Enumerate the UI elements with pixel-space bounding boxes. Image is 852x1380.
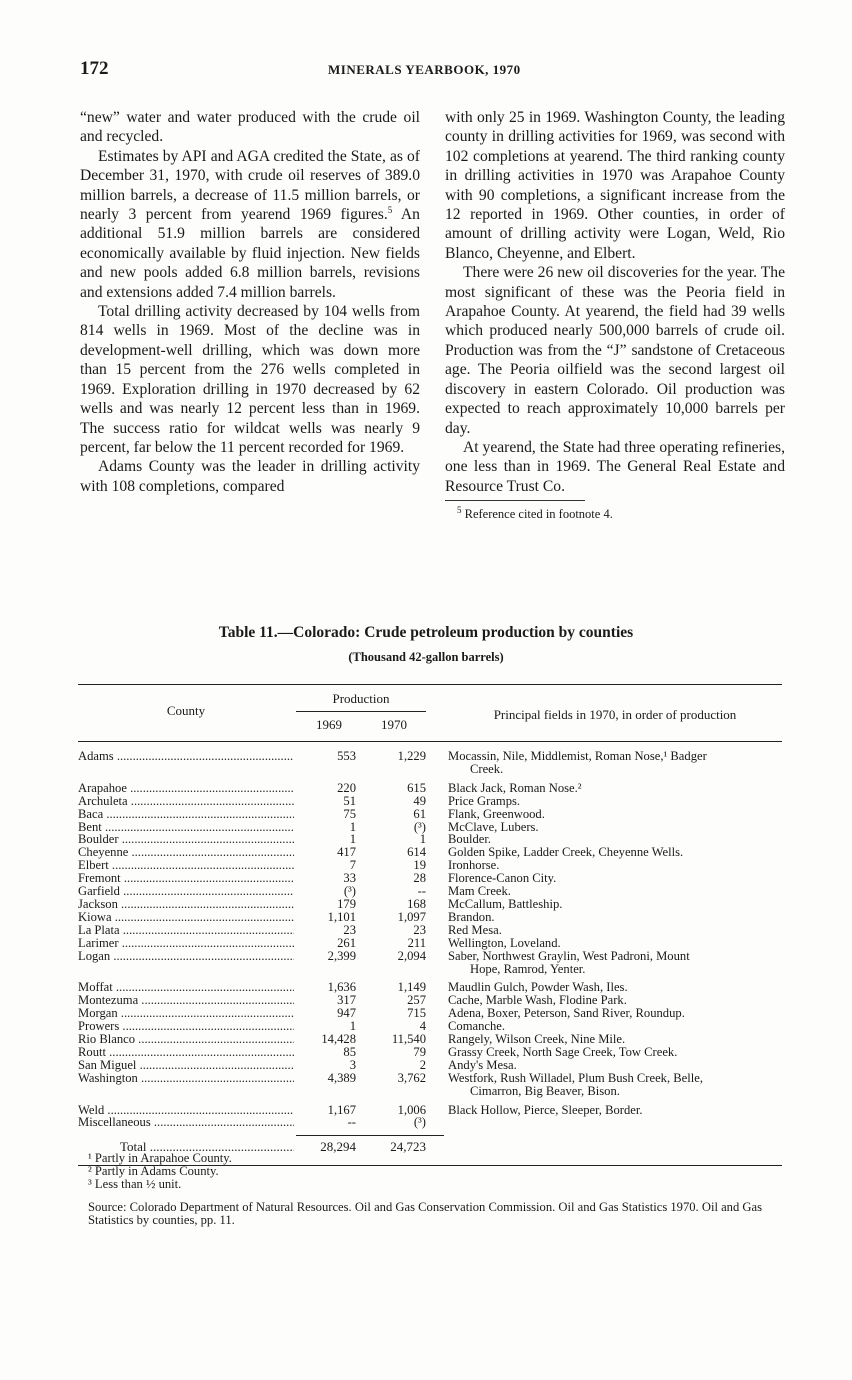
cell-fields: Black Jack, Roman Nose.²: [448, 780, 582, 795]
cell-1970: 2,094: [397, 948, 426, 963]
header-production: Production: [332, 691, 390, 706]
cell-1970: 211: [407, 935, 426, 950]
paragraph: “new” water and water produced with the crude oil and recycled.: [80, 109, 420, 146]
table-row: [78, 750, 782, 776]
cell-fields: Maudlin Gulch, Powder Wash, Iles.: [448, 980, 628, 995]
cell-1969: 220: [337, 780, 356, 795]
cell-fields: Wellington, Loveland.: [448, 935, 561, 950]
cell-fields: Andy's Mesa.: [448, 1057, 517, 1072]
cell-fields: Westfork, Rush Willadel, Plum Bush Creek, Belle, Cimarron, Big Beaver, Bison.: [448, 1070, 703, 1098]
total-1969: 28,294: [320, 1139, 356, 1155]
cell-fields: Grassy Creek, North Sage Creek, Tow Creek.: [448, 1044, 678, 1059]
table-row: [78, 846, 782, 859]
cell-1969: 317: [337, 993, 356, 1008]
cell-fields: Rangely, Wilson Creek, Nine Mile.: [448, 1032, 626, 1047]
table-row: [78, 1072, 782, 1098]
cell-1970: 257: [407, 993, 426, 1008]
cell-1970: 615: [407, 780, 426, 795]
cell-county: Adams .....: [78, 750, 294, 776]
table-body: [78, 742, 782, 1129]
cell-1970: 1,006: [397, 1102, 426, 1117]
cell-1970: 1: [419, 832, 426, 847]
footnote: $^5$ Reference cited in footnote 4.: [457, 504, 613, 522]
cell-1969: 51: [343, 793, 356, 808]
table-row: [78, 808, 782, 821]
cell-county: Logan .....: [78, 950, 294, 976]
table-row: [78, 924, 782, 937]
page-number: 172: [80, 58, 109, 79]
table-row: [78, 1007, 782, 1020]
cell-county: La Plata .....: [78, 924, 294, 937]
cell-1970: 3,762: [397, 1070, 426, 1085]
cell-1969: 1,167: [327, 1102, 356, 1117]
cell-fields: Boulder.: [448, 832, 492, 847]
cell-1970: 168: [407, 896, 426, 911]
cell-county: Elbert .....: [78, 859, 294, 872]
table-row: [78, 981, 782, 994]
cell-fields: Black Hollow, Pierce, Sleeper, Border.: [448, 1102, 643, 1117]
cell-1970: 19: [413, 858, 426, 873]
cell-1970: (³): [413, 819, 426, 834]
table-title: Table 11.—Colorado: Crude petroleum production by counties: [218, 624, 634, 641]
table-notes: [88, 1152, 788, 1227]
table-row: [78, 1116, 782, 1129]
source-note: Source: Colorado Department of Natural Resources. Oil and Gas Conservation Commission. Oil and Gas Statistics 1970. Oil and Gas Statistics by counties, pp. 11.: [88, 1200, 763, 1227]
paragraph: with only 25 in 1969. Washington County, the leading county in drilling activities for 1969, was second with 102 completions at yearend. The third ranking county in drilling activities in 1970 was Arapahoe County with 90 completions, a significant increase from the 12 reported in 1969. Other counties, in order of amount of drilling activity were Logan, Weld, Rio Blanco, Cheyenne, and Elbert.: [445, 109, 785, 262]
cell-1970: 1,097: [397, 909, 426, 924]
cell-fields: Brandon.: [448, 909, 495, 924]
cell-1969: 261: [337, 935, 356, 950]
cell-county: Morgan .....: [78, 1007, 294, 1020]
paragraph: Total drilling activity decreased by 104 wells from 814 wells in 1969. Most of the decline was in development-well drilling, which was down more than 15 percent from the 276 wells completed in 1969. Exploration drilling in 1970 decreased by 62 wells and was nearly 12 percent less than in 1969. The success ratio for wildcat wells was nearly 9 percent, far below the 11 percent recorded for 1969.: [80, 303, 420, 456]
cell-1969: 1: [349, 819, 356, 834]
header-1969: 1969: [316, 717, 342, 732]
table-row: [78, 1104, 782, 1117]
cell-county: Larimer .....: [78, 937, 294, 950]
cell-1970: 2: [419, 1057, 426, 1072]
cell-county: Rio Blanco .....: [78, 1033, 294, 1046]
cell-fields: Flank, Greenwood.: [448, 806, 545, 821]
cell-1970: 49: [413, 793, 426, 808]
table-row: [78, 795, 782, 808]
note: ² Partly in Adams County.: [88, 1164, 219, 1178]
cell-county: Bent .....: [78, 821, 294, 834]
header-county: County: [166, 703, 206, 718]
cell-county: Washington .....: [78, 1072, 294, 1098]
cell-1969: 75: [343, 806, 356, 821]
table-row: [78, 885, 782, 898]
footnote-ref: 5: [387, 204, 393, 215]
cell-1969: 23: [343, 922, 356, 937]
cell-1969: 14,428: [321, 1032, 356, 1047]
cell-fields: [430, 1116, 782, 1129]
header-1970: 1970: [381, 717, 407, 732]
cell-fields: Golden Spike, Ladder Creek, Cheyenne Wells.: [448, 845, 684, 860]
paragraph: At yearend, the State had three operating refineries, one less than in 1969. The General Real Estate and Resource Trust Co.: [445, 438, 785, 495]
total-label: Total .....: [78, 1139, 294, 1155]
header-fields: Principal fields in 1970, in order of production: [493, 707, 737, 722]
cell-fields: Adena, Boxer, Peterson, Sand River, Roundup.: [448, 1006, 685, 1021]
cell-1969: 33: [343, 871, 356, 886]
cell-fields: Florence-Canon City.: [448, 871, 557, 886]
left-column: [80, 108, 420, 496]
cell-1970: --: [417, 884, 426, 899]
cell-1969: 553: [337, 749, 356, 763]
note: ³ Less than ½ unit.: [88, 1177, 182, 1191]
cell-county: Boulder .....: [78, 833, 294, 846]
cell-1969: 417: [337, 845, 356, 860]
cell-1969: 7: [349, 858, 356, 873]
table-row: [78, 1020, 782, 1033]
table-row: [78, 782, 782, 795]
cell-county: Weld .....: [78, 1104, 294, 1117]
cell-1970: 23: [413, 922, 426, 937]
cell-1969: 4,389: [327, 1070, 356, 1085]
table-header: [78, 685, 782, 741]
cell-fields: Cache, Marble Wash, Flodine Park.: [448, 993, 627, 1008]
cell-fields: McCallum, Battleship.: [448, 896, 563, 911]
cell-1970: 28: [413, 871, 426, 886]
cell-fields: Red Mesa.: [448, 922, 502, 937]
cell-fields: Saber, Northwest Graylin, West Padroni, Mount Hope, Ramrod, Yenter.: [448, 948, 690, 976]
cell-county: Arapahoe .....: [78, 782, 294, 795]
table-row: [78, 950, 782, 976]
cell-1970: 614: [407, 845, 426, 860]
cell-1970: 715: [407, 1006, 426, 1021]
cell-county: Moffat .....: [78, 981, 294, 994]
right-column: [445, 108, 785, 525]
cell-county: Prowers .....: [78, 1020, 294, 1033]
cell-fields: Mocassin, Nile, Middlemist, Roman Nose,¹ Badger Creek.: [448, 749, 707, 776]
table-row: [78, 872, 782, 885]
table-row: [78, 898, 782, 911]
cell-fields: Price Gramps.: [448, 793, 521, 808]
table-row: [78, 1046, 782, 1059]
production-table: [78, 684, 782, 1166]
cell-1969: 1,101: [327, 909, 356, 924]
table-row: [78, 911, 782, 924]
cell-1970: (³): [413, 1115, 426, 1130]
cell-county: Routt .....: [78, 1046, 294, 1059]
table-row: [78, 859, 782, 872]
cell-fields: McClave, Lubers.: [448, 819, 539, 834]
cell-1969: 85: [343, 1044, 356, 1059]
cell-county: Cheyenne .....: [78, 846, 294, 859]
cell-1969: 3: [349, 1057, 356, 1072]
cell-1970: 1,149: [397, 980, 426, 995]
footnote-divider: [445, 500, 585, 501]
cell-county: Archuleta .....: [78, 795, 294, 808]
table-subtitle: (Thousand 42-gallon barrels): [348, 650, 504, 664]
cell-county: Garfield .....: [78, 885, 294, 898]
note: ¹ Partly in Arapahoe County.: [88, 1151, 232, 1165]
total-1970: 24,723: [390, 1139, 426, 1155]
running-title: MINERALS YEARBOOK, 1970: [328, 62, 521, 77]
cell-1970: 61: [413, 806, 426, 821]
cell-fields: Comanche.: [448, 1019, 506, 1034]
cell-1969: 947: [337, 1006, 356, 1021]
cell-county: San Miguel .....: [78, 1059, 294, 1072]
cell-county: Miscellaneous .....: [78, 1116, 294, 1129]
cell-county: Jackson .....: [78, 898, 294, 911]
paragraph: There were 26 new oil discoveries for the year. The most significant of these was the Peoria field in Arapahoe County. At yearend, the field had 39 wells which produced nearly 500,000 barrels of crude oil. Production was from the “J” sandstone of Cretaceous age. The Peoria oilfield was the second largest oil discovery in eastern Colorado. Oil production was expected to reach approximately 10,000 barrels per day.: [445, 264, 785, 437]
cell-1969: 1,636: [327, 980, 356, 995]
page-header: [80, 58, 785, 84]
cell-county: Kiowa .....: [78, 911, 294, 924]
cell-fields: Mam Creek.: [448, 884, 511, 899]
cell-1969: --: [347, 1115, 356, 1130]
cell-1969: (³): [343, 884, 356, 899]
cell-1969: 2,399: [327, 948, 356, 963]
paragraph: Estimates by API and AGA credited the State, as of December 31, 1970, with crude oil reserves of 389.0 million barrels, a decrease of 11.5 million barrels, or nearly 3 percent from yearend 1969 figures.$^5$ An additional 51.9 million barrels are considered economically available by fluid injection. New fields and new pools added 6.8 million barrels, revisions and extensions added 7.4 million barrels.: [80, 147, 420, 301]
cell-county: Fremont .....: [78, 872, 294, 885]
cell-1970: 1,229: [397, 749, 426, 763]
cell-1970: 11,540: [391, 1032, 426, 1047]
paragraph: Adams County was the leader in drilling activity with 108 completions, compared: [80, 458, 420, 495]
cell-1969: 1: [349, 832, 356, 847]
cell-1970: 4: [419, 1019, 426, 1034]
cell-1969: 1: [349, 1019, 356, 1034]
cell-1970: 79: [413, 1044, 426, 1059]
cell-fields: Ironhorse.: [448, 858, 500, 873]
cell-1969: 179: [337, 896, 356, 911]
cell-county: Montezuma .....: [78, 994, 294, 1007]
cell-county: Baca .....: [78, 808, 294, 821]
table-row: [78, 821, 782, 834]
